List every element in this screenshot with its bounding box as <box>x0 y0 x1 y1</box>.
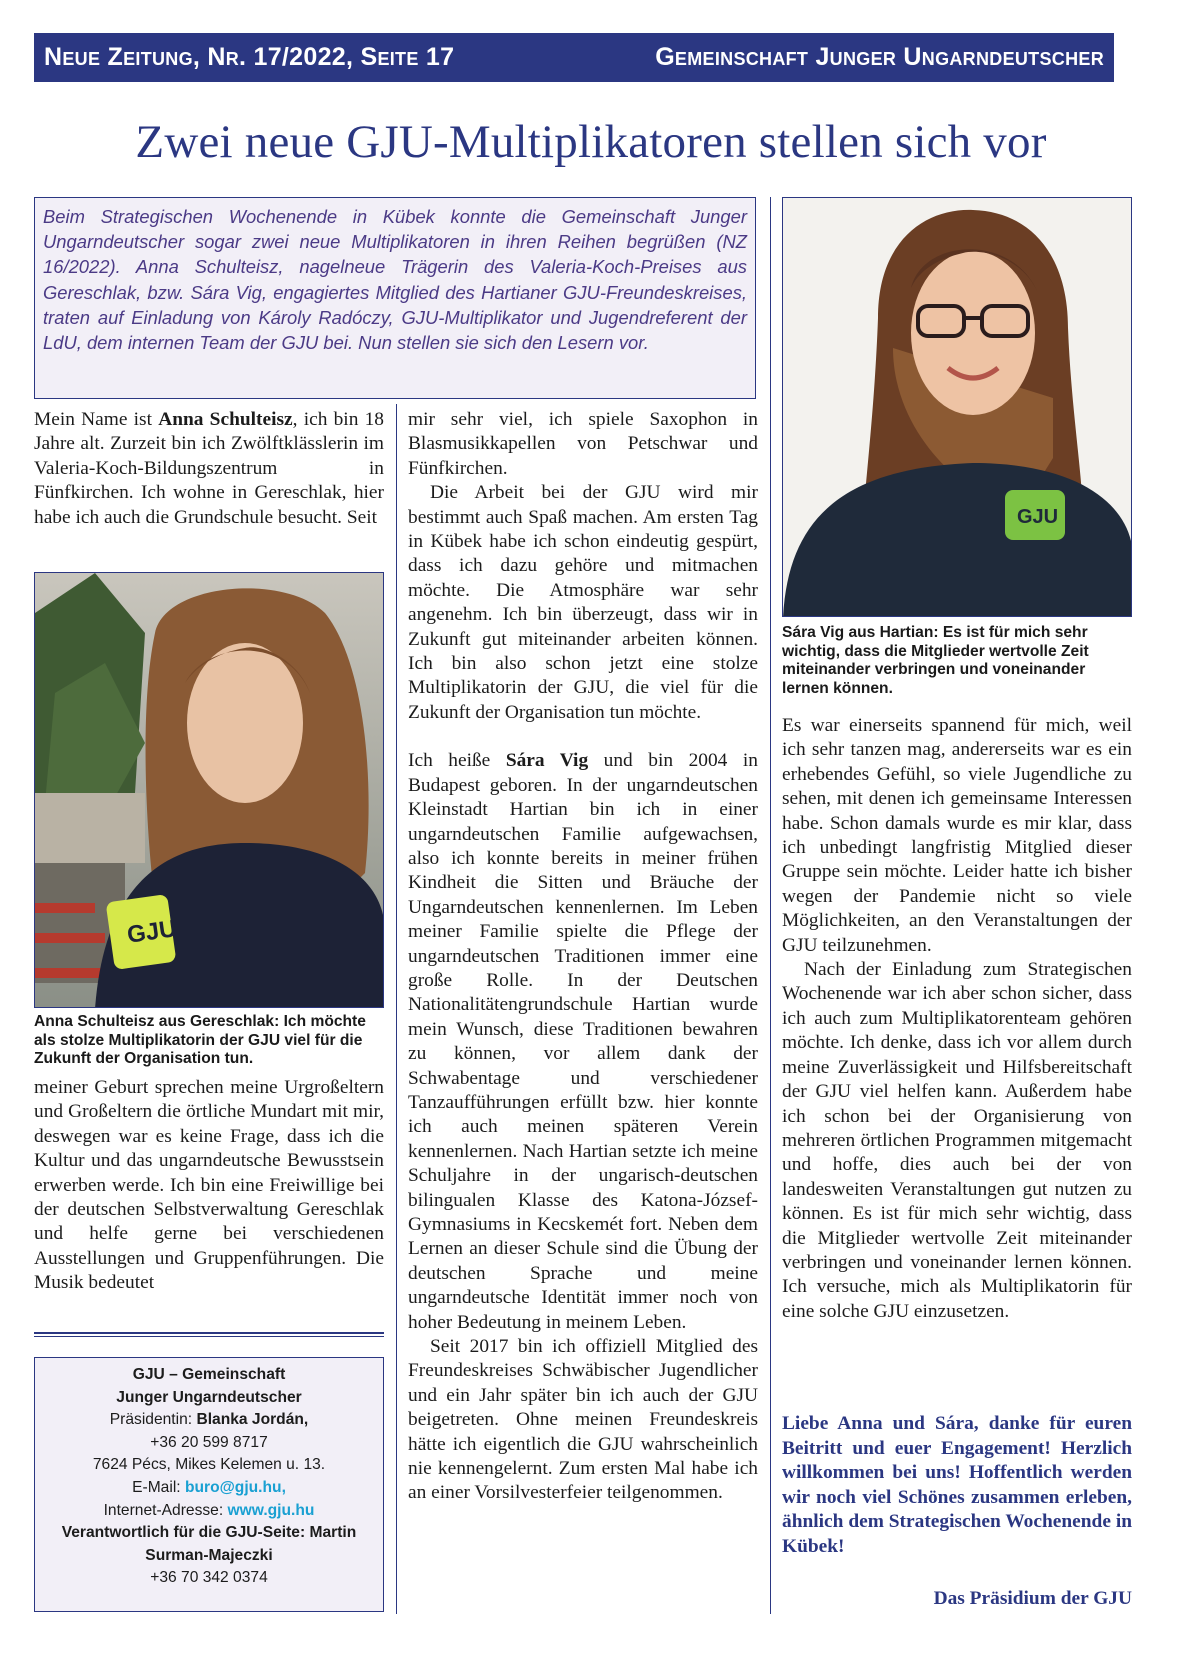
website-link[interactable]: www.gju.hu <box>227 1501 315 1519</box>
anna-photo <box>34 572 384 1008</box>
sara-photo <box>782 197 1132 617</box>
email-line: E-Mail: buro@gju.hu, <box>132 1478 286 1496</box>
article-title: Zwei neue GJU-Multiplikatoren stellen sich vor <box>135 116 1047 168</box>
masthead-bar <box>34 33 1114 82</box>
right-column-text: Es war einerseits spannend für mich, weil ich sehr tanzen mag, andererseits war es ein erhebendes Gefühl, so viele Jugendliche zu sehen, mit denen ich gemeinsame Interessen habe. Schon damals wurde es mir klar, dass ich unbedingt langfristig Mitglied dieser Gruppe sein möchte. Leider hatte ich bisher wegen der Pandemie nicht so viele Möglichkeiten, an den Veranstaltungen der GJU teilzunehmen. Nach der Einladung zum Strategischen Wochenende war ich aber schon sicher, dass ich auch zum Multiplikatorenteam gehören möchte. Ich denke, dass ich vor allem durch meine Zuverlässigkeit und Hilfsbereitschaft der GJU viel helfen kann. Außerdem habe ich schon bei der Organisierung von mehreren örtlichen Programmen mitgemacht und hoffe, dies auch bei der von landesweiten Veranstaltungen gut nutzen zu können. Es ist für mich sehr wichtig, dass die Mitglieder wertvolle Zeit miteinander verbringen und voneinander lernen können. Ich versuche, mich als Multiplikatorin für eine solche GJU einzusetzen. <box>782 715 1132 1322</box>
website-line: Internet-Adresse: www.gju.hu <box>103 1501 315 1519</box>
issue-info: Neue Zeitung, Nr. 17/2022, Seite 17 <box>44 43 455 71</box>
responsible-editor: Verantwortlich für die GJU-Seite: Martin Surman-Majeczki <box>61 1524 357 1564</box>
middle-column-text: mir sehr viel, ich spiele Saxophon in Blasmusikkapellen von Petschwar und Fünfkirchen. Die Arbeit bei der GJU wird mir bestimmt auch Spaß machen. Am ersten Tag in Kübek habe ich schon eindeutig gespürt, dass ich dazu gehöre und mitmachen möchte. Die Atmosphäre war sehr angenehm. Ich bin überzeugt, dass wir in Zukunft gut miteinander arbeiten können. Ich bin also schon jetzt eine stolze Multiplikatorin der GJU, die viel für die Zukunft der Organisation tun möchte. Ich heiße Sára Vig und bin 2004 in Budapest geboren. In der ungarndeutschen Kleinstadt Hartian bin ich in einer ungarndeutschen Familie aufgewachsen, also ich konnte bereits in meiner frühen Kindheit die Sitten und Bräuche der Ungarndeutschen kennenlernen. Im Leben meiner Familie spielte die Pflege der ungarndeutschen Traditionen immer eine große Rolle. In der Deutschen Nationalitätengrundschule Hartian wurde mein Wunsch, diese Traditionen bewahren zu können, vor allem dank der Schwabentage und verschiedener Tanzaufführungen erfüllt bzw. hier konnte ich auch meinen späteren Verein kennenlernen. Nach Hartian setzte ich meine Schuljahre in der ungarisch-deutschen bilingualen Klasse des Katona-József-Gymnasiums in Kecskemét fort. Neben dem Lernen an dieser Schule sind die Übung der deutschen Sprache und meine ungarndeutsche Identität immer noch von hoher Bedeutung in meinem Leben. Seit 2017 bin ich offiziell Mitglied des Freundeskreises Schwäbischer Jugendlicher und ein Jahr später bin ich auch der GJU beigetreten. Ohne meinen Freundeskreis hätte ich eigentlich die GJU wahrscheinlich nie kennengelernt. Zum ersten Mal habe ich an einer Vorsilvesterfeier teilgenommen. <box>408 409 758 1504</box>
gju-logo-text: GJU <box>1017 506 1059 528</box>
postal-address: 7624 Pécs, Mikes Kelemen u. 13. <box>92 1456 326 1474</box>
org-name-line1: GJU – Gemeinschaft <box>132 1366 286 1383</box>
org-name-line2: Junger Ungarndeutscher <box>116 1388 302 1406</box>
anna-text-top: Mein Name ist Anna Schulteisz, ich bin 18 Jahre alt. Zurzeit bin ich Zwölftklässlerin im Valeria-Koch-Bildungszentrum in Fünfkirchen. Ich wohne in Gereschlak, hier habe ich auch die Grundschule besucht. Seit <box>34 409 384 528</box>
phone-editor: +36 70 342 0374 <box>150 1569 268 1587</box>
intro-box: Beim Strategischen Wochenende in Kübek konnte die Gemeinschaft Junger Ungarndeutscher sogar zwei neue Multiplikatoren in ihren Reihen begrüßen (NZ 16/2022). Anna Schulteisz, nagelneue Trägerin des Valeria-Koch-Preises aus Gereschlak, bzw. Sára Vig, engagiertes Mitglied des Hartianer GJU-Freundeskreises, traten auf Einladung von Károly Radóczy, GJU-Multiplikator und Jugendreferent der LdU, dem internen Team der GJU bei. Nun stellen sie sich den Lesern vor. <box>34 197 756 399</box>
sara-photo-caption: Sára Vig aus Hartian: Es ist für mich sehr wichtig, dass die Mitglieder wertvolle Zeit miteinander verbringen und voneinander lernen können. <box>782 624 1089 697</box>
double-rule <box>34 1332 384 1337</box>
email-link[interactable]: buro@gju.hu, <box>184 1478 286 1496</box>
column-divider <box>770 197 771 1614</box>
anna-photo-caption: Anna Schulteisz aus Gereschlak: Ich möchte als stolze Multiplikatorin der GJU viel für die Zukunft der Organisation tun. <box>34 1013 366 1068</box>
section-name: Gemeinschaft Junger Ungarndeutscher <box>655 43 1104 71</box>
president-line: Präsidentin: Blanka Jordán, <box>109 1411 309 1429</box>
phone-president: +36 20 599 8717 <box>150 1433 268 1451</box>
sara-name: Sára Vig <box>505 750 589 772</box>
closing-message: Liebe Anna und Sára, danke für euren Beitritt und euer Engagement! Herzlich willkommen bei uns! Hoffentlich werden wir noch viel Schönes zusammen erleben, ähnlich dem Strategischen Wochenende in Kübek! <box>782 1413 1132 1557</box>
anna-name: Anna Schulteisz <box>158 409 293 430</box>
gju-logo-text: GJU <box>125 915 179 949</box>
column-divider <box>396 404 397 1614</box>
signature: Das Präsidium der GJU <box>933 1588 1132 1609</box>
contact-box <box>34 1357 384 1612</box>
anna-text-bottom: meiner Geburt sprechen meine Urgroßeltern und Großeltern die örtliche Mundart mit mir, deswegen war es keine Frage, dass ich die Kultur und das ungarndeutsche Bewusstsein erwerben werde. Ich bin eine Freiwillige bei der deutschen Selbstverwaltung Gereschlak und helfe gerne bei verschiedenen Ausstellungen und Gruppenführungen. Die Musik bedeutet <box>34 1077 384 1294</box>
